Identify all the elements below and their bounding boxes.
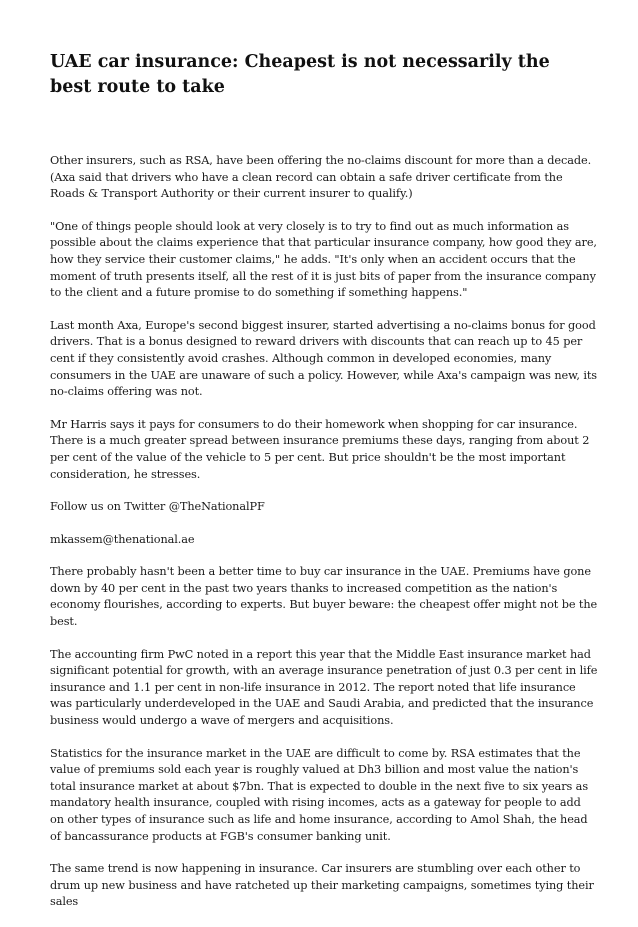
paragraph-better-time: There probably hasn't been a better time to buy car insurance in the UAE. Premiums have gone down by 40 per cent in the past two years thanks to increased competition as the nation's economy flourishes, according to experts. But buyer beware: the cheapest offer might not be the best. <box>50 565 598 629</box>
article-title: UAE car insurance: Cheapest is not necessarily the best route to take <box>50 52 550 97</box>
article-body <box>50 153 598 927</box>
paragraph-email: mkassem@thenational.ae <box>50 532 195 546</box>
paragraph-same-trend: The same trend is now happening in insurance. Car insurers are stumbling over each other to drum up new business and have ratcheted up their marketing campaigns, sometimes tying their sales <box>50 862 594 909</box>
paragraph-statistics: Statistics for the insurance market in the UAE are difficult to come by. RSA estimates that the value of premiums sold each year is roughly valued at Dh3 billion and most value the nation's total insurance market at about $7bn. That is expected to double in the next five to six years as mandatory health insurance, coupled with rising incomes, acts as a gateway for people to add on other types of insurance such as life and home insurance, according to Amol Shah, the head of bancassurance products at FGB's consumer banking unit. <box>50 746 589 843</box>
paragraph-claims-experience-quote: "One of things people should look at very closely is to try to find out as much information as possible about the claims experience that that particular insurance company, how good they are, how they service their customer claims," he adds. "It's only when an accident occurs that the moment of truth presents itself, all the rest of it is just bits of paper from the insurance company to the client and a future promise to do something if something happens." <box>50 219 597 300</box>
paragraph-homework: Mr Harris says it pays for consumers to do their homework when shopping for car insurance. There is a much greater spread between insurance premiums these days, ranging from about 2 per cent of the value of the vehicle to 5 per cent. But price shouldn't be the most important consideration, he stresses. <box>50 417 590 481</box>
paragraph-pwc-report: The accounting firm PwC noted in a report this year that the Middle East insurance market had significant potential for growth, with an average insurance penetration of just 0.3 per cent in life insurance and 1.1 per cent in non-life insurance in 2012. The report noted that life insurance was particularly underdeveloped in the UAE and Saudi Arabia, and predicted that the insurance business would undergo a wave of mergers and acquisitions. <box>50 647 598 728</box>
paragraph-no-claims-history: Other insurers, such as RSA, have been offering the no-claims discount for more than a decade. (Axa said that drivers who have a clean record can obtain a safe driver certificate from the Roads & Transport Authority or their current insurer to qualify.) <box>50 154 592 201</box>
paragraph-twitter: Follow us on Twitter @TheNationalPF <box>50 500 265 514</box>
paragraph-axa-bonus: Last month Axa, Europe's second biggest insurer, started advertising a no-claims bonus for good drivers. That is a bonus designed to reward drivers with discounts that can reach up to 45 per cent if they consistently avoid crashes. Although common in developed economies, many consumers in the UAE are unaware of such a policy. However, while Axa's campaign was new, its no-claims offering was not. <box>50 318 597 399</box>
